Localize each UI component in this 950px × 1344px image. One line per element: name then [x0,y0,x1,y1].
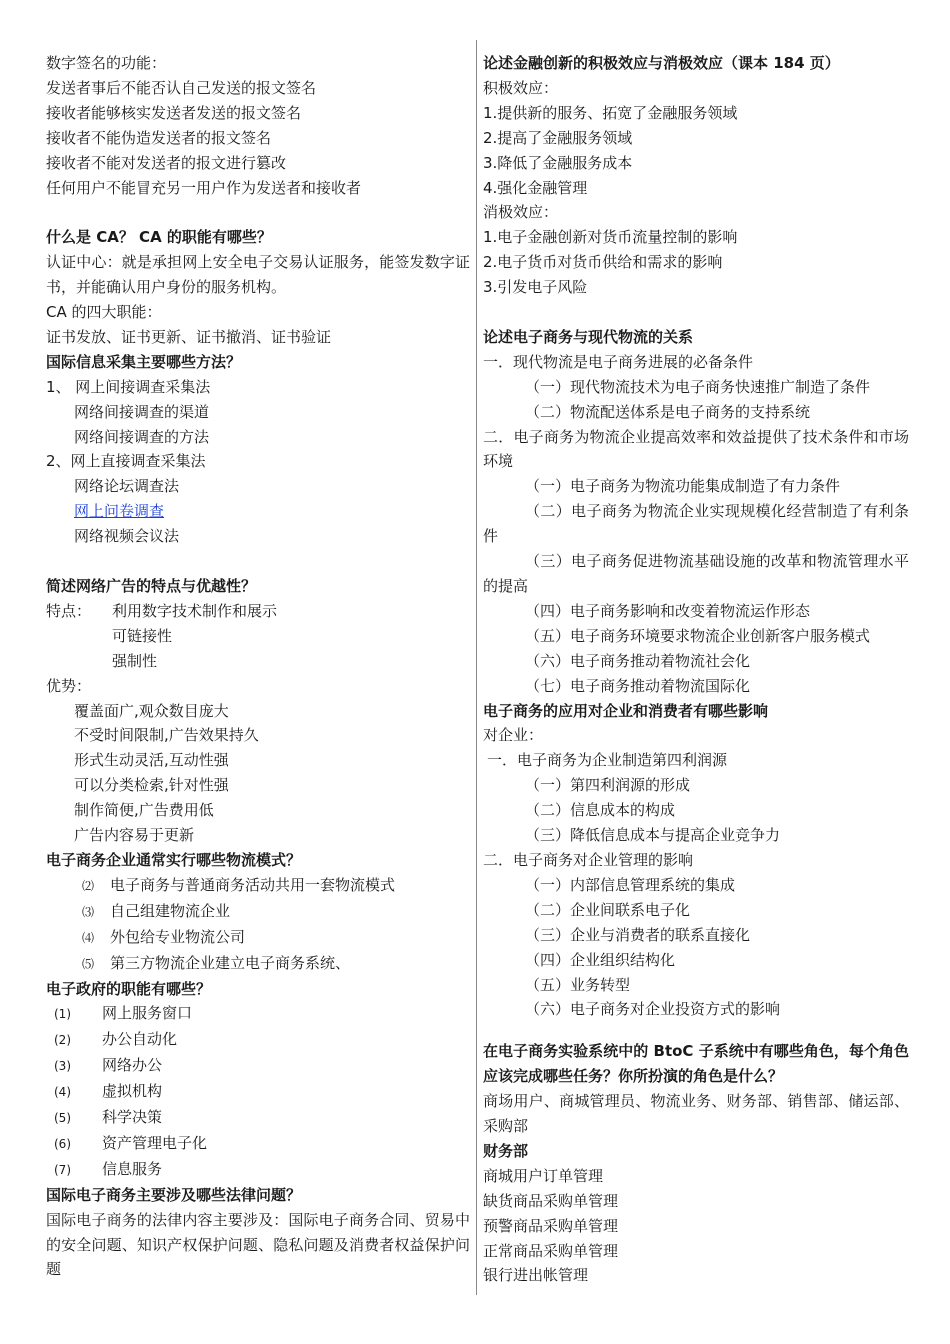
item-text: 科学决策 [102,1108,163,1127]
item-text: 办公自动化 [102,1030,178,1049]
section-title: 对企业： [483,726,544,745]
list-item [46,649,470,674]
item-number: (7) [54,1162,71,1177]
list-item: 正常商品采购单管理 [483,1241,619,1260]
question-heading: 论述电子商务与现代物流的关系 [483,327,694,346]
item-number: (3) [54,1059,71,1074]
list-item: （五）电子商务环境要求物流企业创新客户服务模式 [525,626,871,645]
list-item: 1.电子金融创新对货币流量控制的影响 [483,228,738,247]
item-number: (4) [54,1085,71,1100]
item-text: 信息服务 [102,1159,163,1178]
feature-text: 可链接性 [112,626,173,645]
item-text: 第三方物流企业建立电子商务系统、 [110,953,351,972]
paragraph: 商场用户、商城管理员、物流业务、财务部、销售部、储运部、采购部 [483,1092,909,1136]
paragraph: （二）电子商务为物流企业实现规模化经营制造了有利条件 [483,502,909,546]
list-item [46,1131,470,1157]
paragraph: （三）电子商务促进物流基础设施的改革和物流管理水平的提高 [483,552,909,596]
list-item: （三）企业与消费者的联系直接化 [525,925,751,944]
list-item [46,1105,470,1131]
list-item: 一．电子商务为企业制造第四利润源 [487,751,728,770]
list-item: 形式生动灵活,互动性强 [74,751,229,770]
list-item: 3.引发电子风险 [483,278,588,297]
list-item: 缺货商品采购单管理 [483,1191,619,1210]
item-number: (2) [54,1033,71,1048]
list-item: 不受时间限制,广告效果持久 [74,726,259,745]
paragraph: 认证中心：就是承担网上安全电子交易认证服务，能签发数字证书，并能确认用户身份的服务机构。 [46,253,470,297]
list-item: 发送者事后不能否认自己发送的报文签名 [46,78,317,97]
right-column [483,51,909,1288]
section-title: 积极效应： [483,78,559,97]
item-text: 网络办公 [102,1056,163,1075]
item-text: 虚拟机构 [102,1082,163,1101]
section-title: 优势： [46,676,92,695]
list-item: （一）电子商务为物流功能集成制造了有力条件 [525,477,841,496]
list-item: 预警商品采购单管理 [483,1216,619,1235]
left-column [46,51,470,1282]
item-number: (6) [54,1136,71,1151]
item-text: 电子商务与普通商务活动共用一套物流模式 [110,875,396,894]
list-item: 1.提供新的服务、拓宽了金融服务领域 [483,103,738,122]
list-item [46,624,470,649]
list-item: 2.提高了金融服务领域 [483,128,633,147]
list-item [46,1027,470,1053]
list-item [46,873,470,899]
feature-text: 利用数字技术制作和展示 [112,601,278,620]
list-item: 制作简便,广告费用低 [74,801,214,820]
list-item: （四）企业组织结构化 [525,950,676,969]
list-item: 1、 网上间接调查采集法 [46,377,211,396]
list-item: 网络间接调查的渠道 [74,402,210,421]
list-item: 接收者不能伪造发送者的报文签名 [46,128,272,147]
item-number: ⑷ [82,930,95,945]
question-heading: 什么是 CA？ CA 的职能有哪些？ [46,228,272,247]
list-item: 可以分类检索,针对性强 [74,776,229,795]
list-item: （七）电子商务推动着物流国际化 [525,676,751,695]
list-item [46,1001,470,1027]
question-heading: 电子政府的职能有哪些？ [46,979,212,998]
list-item: 广告内容易于更新 [74,826,195,845]
list-item: 商城用户订单管理 [483,1166,604,1185]
question-heading: 电子商务企业通常实行哪些物流模式？ [46,850,302,869]
list-item: 4.强化金融管理 [483,178,588,197]
list-item [46,951,470,977]
paragraph: 证书发放、证书更新、证书撤消、证书验证 [46,327,332,346]
list-item: （一）第四利润源的形成 [525,776,691,795]
list-item: 银行进出帐管理 [483,1266,589,1285]
list-item: （四）电子商务影响和改变着物流运作形态 [525,601,811,620]
question-heading: 国际电子商务主要涉及哪些法律问题？ [46,1185,302,1204]
list-item [46,499,470,524]
list-item: 网络间接调查的方法 [74,427,210,446]
list-item: 覆盖面广,观众数目庞大 [74,701,229,720]
list-item: （一）内部信息管理系统的集成 [525,875,736,894]
feature-text: 强制性 [112,651,158,670]
item-text: 网上服务窗口 [102,1004,193,1023]
list-item: 网络视频会议法 [74,527,180,546]
item-number: ⑶ [82,904,95,919]
item-text: 外包给专业物流公司 [110,927,246,946]
list-item [46,925,470,951]
list-item: 一．现代物流是电子商务进展的必备条件 [483,352,754,371]
item-number: ⑵ [82,878,95,893]
list-item: 接收者能够核实发送者发送的报文签名 [46,103,302,122]
section-title: 数字签名的功能： [46,54,167,72]
list-item: （六）电子商务推动着物流社会化 [525,651,751,670]
list-item: 2、网上直接调查采集法 [46,452,206,471]
list-item [46,899,470,925]
list-item: 2.电子货币对货币供给和需求的影响 [483,253,723,272]
question-heading: 简述网络广告的特点与优越性？ [46,577,257,595]
item-number: (1) [54,1007,71,1022]
list-item [46,1079,470,1105]
list-item: （二）物流配送体系是电子商务的支持系统 [525,402,811,421]
paragraph: 国际电子商务的法律内容主要涉及：国际电子商务合同、贸易中的安全问题、知识产权保护问题、隐私问题及消费者权益保护问题 [46,1210,470,1279]
item-number: (5) [54,1111,71,1126]
list-item: （二）信息成本的构成 [525,801,676,820]
question-heading: 论述金融创新的积极效应与消极效应（课本 184 页） [483,54,840,72]
list-item: （三）降低信息成本与提高企业竞争力 [525,826,781,845]
list-item: 任何用户不能冒充另一用户作为发送者和接收者 [46,178,362,197]
list-item: （五）业务转型 [525,975,631,994]
item-text: 资产管理电子化 [102,1133,208,1152]
section-title: CA 的四大职能： [46,303,162,322]
list-item [46,1053,470,1079]
section-title: 财务部 [483,1141,529,1160]
list-item: 接收者不能对发送者的报文进行篡改 [46,153,287,172]
section-title: 消极效应： [483,203,559,222]
list-item [46,599,470,624]
list-item: （六）电子商务对企业投资方式的影响 [525,1000,781,1019]
feature-label: 特点： [46,601,92,620]
question-heading: 国际信息采集主要哪些方法？ [46,352,242,371]
list-item [46,1157,470,1183]
list-item: 网络论坛调查法 [74,477,180,496]
question-heading: 在电子商务实验系统中的 BtoC 子系统中有哪些角色，每个角色应该完成哪些任务？你所扮演的角色是什么？ [483,1042,909,1086]
column-divider [476,40,477,1295]
list-item: 3.降低了金融服务成本 [483,153,633,172]
paragraph: 二．电子商务为物流企业提高效率和效益提供了技术条件和市场环境 [483,427,909,471]
item-number: ⑸ [82,956,95,971]
survey-link[interactable]: 网上问卷调查 [74,502,165,521]
question-heading: 电子商务的应用对企业和消费者有哪些影响 [483,701,769,720]
list-item: （二）企业间联系电子化 [525,900,691,919]
list-item: （一）现代物流技术为电子商务快速推广制造了条件 [525,377,871,396]
item-text: 自己组建物流企业 [110,901,231,920]
list-item: 二．电子商务对企业管理的影响 [483,850,694,869]
